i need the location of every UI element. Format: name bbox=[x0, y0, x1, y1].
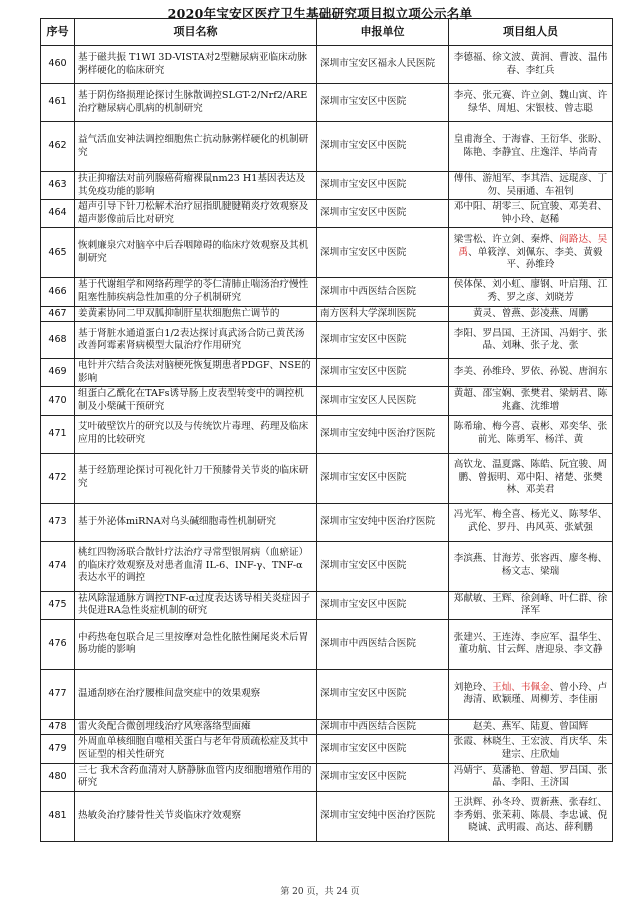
project-name-cell: 基于肾脏水通道蛋白1/2表达探讨真武汤合防己黄芪汤改善阿霉素肾病模型大鼠治疗作用研究 bbox=[75, 322, 317, 359]
team-members-cell: 李阳、罗昌国、王济国、冯娟宇、张晶、刘琳、张子龙、张 bbox=[449, 322, 613, 359]
applicant-unit-cell: 深圳市宝安区中医院 bbox=[317, 735, 449, 763]
row-number: 481 bbox=[41, 791, 75, 841]
project-name-cell: 基于阴伤络损理论探讨生脉散调控SLGT-2/Nrf2/ARE治疗糖尿病心肌病的机制研究 bbox=[75, 84, 317, 122]
project-name-cell: 雷火灸配合微创埋线治疗风寒落络型面瘫 bbox=[75, 719, 317, 735]
header-project: 项目名称 bbox=[75, 19, 317, 46]
applicant-unit-cell: 深圳市宝安区中医院 bbox=[317, 359, 449, 387]
applicant-unit-cell: 深圳市宝安区中医院 bbox=[317, 669, 449, 719]
applicant-unit-cell: 深圳市宝安区中医院 bbox=[317, 228, 449, 278]
project-name-cell: 温通刮痧在治疗腰椎间盘突症中的效果观察 bbox=[75, 669, 317, 719]
header-no: 序号 bbox=[41, 19, 75, 46]
table-row bbox=[41, 46, 613, 84]
team-members-cell: 皇甫海全、于海睿、王衍华、张盼、陈艳、李静宜、庄逸洋、毕尚青 bbox=[449, 122, 613, 172]
project-name-cell: 组蛋白乙酰化在TAFs诱导肠上皮表型转变中的调控机制及小檗碱干预研究 bbox=[75, 387, 317, 415]
applicant-unit-cell: 深圳市宝安区中医院 bbox=[317, 591, 449, 619]
project-name-cell: 基于经筋理论探讨可视化针刀干预膝骨关节炎的临床研究 bbox=[75, 453, 317, 503]
team-members-cell: 陈希瑜、梅今喜、袁彬、邓奕华、张前光、陈勇军、杨洋、黄 bbox=[449, 415, 613, 453]
table-header-row bbox=[41, 19, 613, 46]
applicant-unit-cell: 深圳市中西医结合医院 bbox=[317, 619, 449, 669]
team-members-cell: 冯婧宇、莫潘艳、曾超、罗昌国、张晶、李阳、王济国 bbox=[449, 763, 613, 791]
row-number: 470 bbox=[41, 387, 75, 415]
table-row bbox=[41, 453, 613, 503]
page-title: 2020年宝安区医疗卫生基础研究项目拟立项公示名单 bbox=[167, 6, 473, 21]
team-members-cell: 邓中阳、胡零三、阮宜骏、邓美君、钟小玲、赵稀 bbox=[449, 200, 613, 228]
project-name-cell: 祛风除湿通脉方调控TNF-α过度表达诱导相关炎症因子共促进RA急性炎症机制的研究 bbox=[75, 591, 317, 619]
row-number: 468 bbox=[41, 322, 75, 359]
team-members-cell: 傅伟、游旭军、李其浩、远琨彦、丁勿、吴丽通、车祖钊 bbox=[449, 172, 613, 200]
row-number: 466 bbox=[41, 278, 75, 306]
project-name-cell: 恢刺廉泉穴对脑卒中后吞咽障碍的临床疗效观察及其机制研究 bbox=[75, 228, 317, 278]
table-row bbox=[41, 591, 613, 619]
team-members-cell: 张霞、林晓生、王宏波、肖庆华、朱建宗、庄欣灿 bbox=[449, 735, 613, 763]
table-row bbox=[41, 306, 613, 322]
applicant-unit-cell: 深圳市宝安区福永人民医院 bbox=[317, 46, 449, 84]
row-number: 475 bbox=[41, 591, 75, 619]
team-members-cell: 冯光军、梅全喜、杨光义、陈琴华、武伦、罗丹、冉风英、张斌强 bbox=[449, 503, 613, 541]
table-row bbox=[41, 735, 613, 763]
project-name-cell: 基于外泌体miRNA对乌头碱细胞毒性机制研究 bbox=[75, 503, 317, 541]
highlighted-member-names: 王灿、韦佩金 bbox=[492, 681, 550, 693]
table-row bbox=[41, 84, 613, 122]
row-number: 469 bbox=[41, 359, 75, 387]
row-number: 480 bbox=[41, 763, 75, 791]
project-name-cell: 外周血单核细胞自噬相关蛋白与老年骨质疏松症及其中医证型的相关性研究 bbox=[75, 735, 317, 763]
table-body bbox=[41, 46, 613, 842]
project-name-cell: 基于磁共振 T1WI 3D-VISTA对2型糖尿病亚临床动脉粥样硬化的临床研究 bbox=[75, 46, 317, 84]
applicant-unit-cell: 深圳市宝安区中医院 bbox=[317, 322, 449, 359]
table-row bbox=[41, 763, 613, 791]
row-number: 465 bbox=[41, 228, 75, 278]
team-members-cell: 赵美、燕军、陆夏、曾国辉 bbox=[449, 719, 613, 735]
table-row bbox=[41, 322, 613, 359]
table-row bbox=[41, 387, 613, 415]
row-number: 477 bbox=[41, 669, 75, 719]
header-members: 项目组人员 bbox=[449, 19, 613, 46]
row-number: 462 bbox=[41, 122, 75, 172]
table-row bbox=[41, 669, 613, 719]
row-number: 467 bbox=[41, 306, 75, 322]
applicant-unit-cell: 深圳市宝安区中医院 bbox=[317, 541, 449, 591]
applicant-unit-cell: 深圳市宝安纯中医治疗医院 bbox=[317, 791, 449, 841]
row-number: 476 bbox=[41, 619, 75, 669]
header-unit: 申报单位 bbox=[317, 19, 449, 46]
applicant-unit-cell: 深圳市宝安区中医院 bbox=[317, 172, 449, 200]
applicant-unit-cell: 南方医科大学深圳医院 bbox=[317, 306, 449, 322]
row-number: 463 bbox=[41, 172, 75, 200]
row-number: 478 bbox=[41, 719, 75, 735]
team-members-cell: 侯体保、刘小虹、廖钢、叶启翔、江秀、罗之彦、刘晓芳 bbox=[449, 278, 613, 306]
applicant-unit-cell: 深圳市宝安区人民医院 bbox=[317, 387, 449, 415]
applicant-unit-cell: 深圳市宝安区中医院 bbox=[317, 122, 449, 172]
table-row bbox=[41, 122, 613, 172]
table-row bbox=[41, 200, 613, 228]
row-number: 479 bbox=[41, 735, 75, 763]
team-members-cell: 张建兴、王连涛、李应军、温华生、董功航、甘云辉、唐迎泉、李文静 bbox=[449, 619, 613, 669]
team-members-cell: 刘艳玲、王灿、韦佩金、曾小玲、卢海清、欧颖瑾、周柳芳、李佳丽 bbox=[449, 669, 613, 719]
row-number: 474 bbox=[41, 541, 75, 591]
row-number: 464 bbox=[41, 200, 75, 228]
team-members-cell: 李美、孙维玲、罗依、孙锐、唐润东 bbox=[449, 359, 613, 387]
project-name-cell: 艾叶破壁饮片的研究以及与传统饮片毒理、药理及临床应用的比较研究 bbox=[75, 415, 317, 453]
project-name-cell: 姜黄素协同二甲双胍抑制肝星状细胞焦亡调节的 bbox=[75, 306, 317, 322]
applicant-unit-cell: 深圳市宝安区中医院 bbox=[317, 84, 449, 122]
applicant-unit-cell: 深圳市宝安区中医院 bbox=[317, 453, 449, 503]
team-members-cell: 黄超、邵宝娴、张樊君、梁炳君、陈兆鑫、沈维增 bbox=[449, 387, 613, 415]
project-name-cell: 扶正抑瘤法对前列腺癌荷瘤裸鼠nm23 H1基因表达及其免疫功能的影响 bbox=[75, 172, 317, 200]
applicant-unit-cell: 深圳市宝安纯中医治疗医院 bbox=[317, 503, 449, 541]
project-name-cell: 三七 我术含药血清对人脐静脉血管内皮细胞增殖作用的研究 bbox=[75, 763, 317, 791]
table-row bbox=[41, 619, 613, 669]
table-row bbox=[41, 278, 613, 306]
table-row bbox=[41, 172, 613, 200]
project-name-cell: 超声引导下针刀松解术治疗屈指肌腱腱鞘炎疗效观察及超声影像前后比对研究 bbox=[75, 200, 317, 228]
applicant-unit-cell: 深圳市中西医结合医院 bbox=[317, 278, 449, 306]
highlighted-member-names: 阎路达、吴禹 bbox=[458, 233, 608, 258]
project-name-cell: 基于代谢组学和网络药理学的苓仁清肺止喘汤治疗慢性阻塞性肺疾病急性加重的分子机制研究 bbox=[75, 278, 317, 306]
project-name-cell: 电针并穴结合灸法对脑梗死恢复期患者PDGF、NSE的影响 bbox=[75, 359, 317, 387]
team-members-cell: 郑献敏、王辉、徐剑峰、叶仁群、徐泽军 bbox=[449, 591, 613, 619]
row-number: 461 bbox=[41, 84, 75, 122]
page-footer: 第 20 页，共 24 页 bbox=[280, 887, 360, 897]
team-members-cell: 梁雪松、许立剑、秦烨、阎路达、吴禹、单筱淳、刘佩东、李美、黄毅平、孙维玲 bbox=[449, 228, 613, 278]
table-row bbox=[41, 719, 613, 735]
project-name-cell: 益气活血安神法调控细胞焦亡抗动脉粥样硬化的机制研究 bbox=[75, 122, 317, 172]
row-number: 460 bbox=[41, 46, 75, 84]
team-members-cell: 李亮、张元赛、许立剑、魏山寅、许绿华、周旭、宋银枝、曾志聪 bbox=[449, 84, 613, 122]
row-number: 472 bbox=[41, 453, 75, 503]
team-members-cell: 高钦龙、温夏露、陈皓、阮宜骏、周鹏、曾振明、邓中阳、褚楚、张樊林、邓美君 bbox=[449, 453, 613, 503]
row-number: 473 bbox=[41, 503, 75, 541]
project-table bbox=[40, 18, 613, 842]
table-row bbox=[41, 791, 613, 841]
project-name-cell: 热敏灸治疗膝骨性关节炎临床疗效观察 bbox=[75, 791, 317, 841]
project-name-cell: 中药热奄包联合足三里按摩对急性化脓性阑尾炎术后胃肠功能的影响 bbox=[75, 619, 317, 669]
team-members-cell: 李滨燕、甘海芳、张容西、廖冬梅、杨文志、梁瑞 bbox=[449, 541, 613, 591]
team-members-cell: 李德福、徐文波、黄润、曹波、温伟春、李红兵 bbox=[449, 46, 613, 84]
applicant-unit-cell: 深圳市宝安纯中医治疗医院 bbox=[317, 415, 449, 453]
table-row bbox=[41, 415, 613, 453]
applicant-unit-cell: 深圳市宝安区中医院 bbox=[317, 200, 449, 228]
table-row bbox=[41, 359, 613, 387]
team-members-cell: 王洪辉、孙冬玲、贾新燕、张春红、李秀娟、张茉莉、陈晨、李忠诚、倪晓诚、武明霞、高达、薛利鹏 bbox=[449, 791, 613, 841]
applicant-unit-cell: 深圳市宝安区中医院 bbox=[317, 763, 449, 791]
row-number: 471 bbox=[41, 415, 75, 453]
team-members-cell: 黄灵、曾燕、彭凌燕、周鹏 bbox=[449, 306, 613, 322]
project-name-cell: 桃红四物汤联合散针疗法治疗寻常型银屑病（血瘀证）的临床疗效观察及对患者血清 IL-6、INF-γ、TNF-α 表达水平的调控 bbox=[75, 541, 317, 591]
applicant-unit-cell: 深圳市中西医结合医院 bbox=[317, 719, 449, 735]
table-row bbox=[41, 228, 613, 278]
table-row bbox=[41, 503, 613, 541]
table-row bbox=[41, 541, 613, 591]
